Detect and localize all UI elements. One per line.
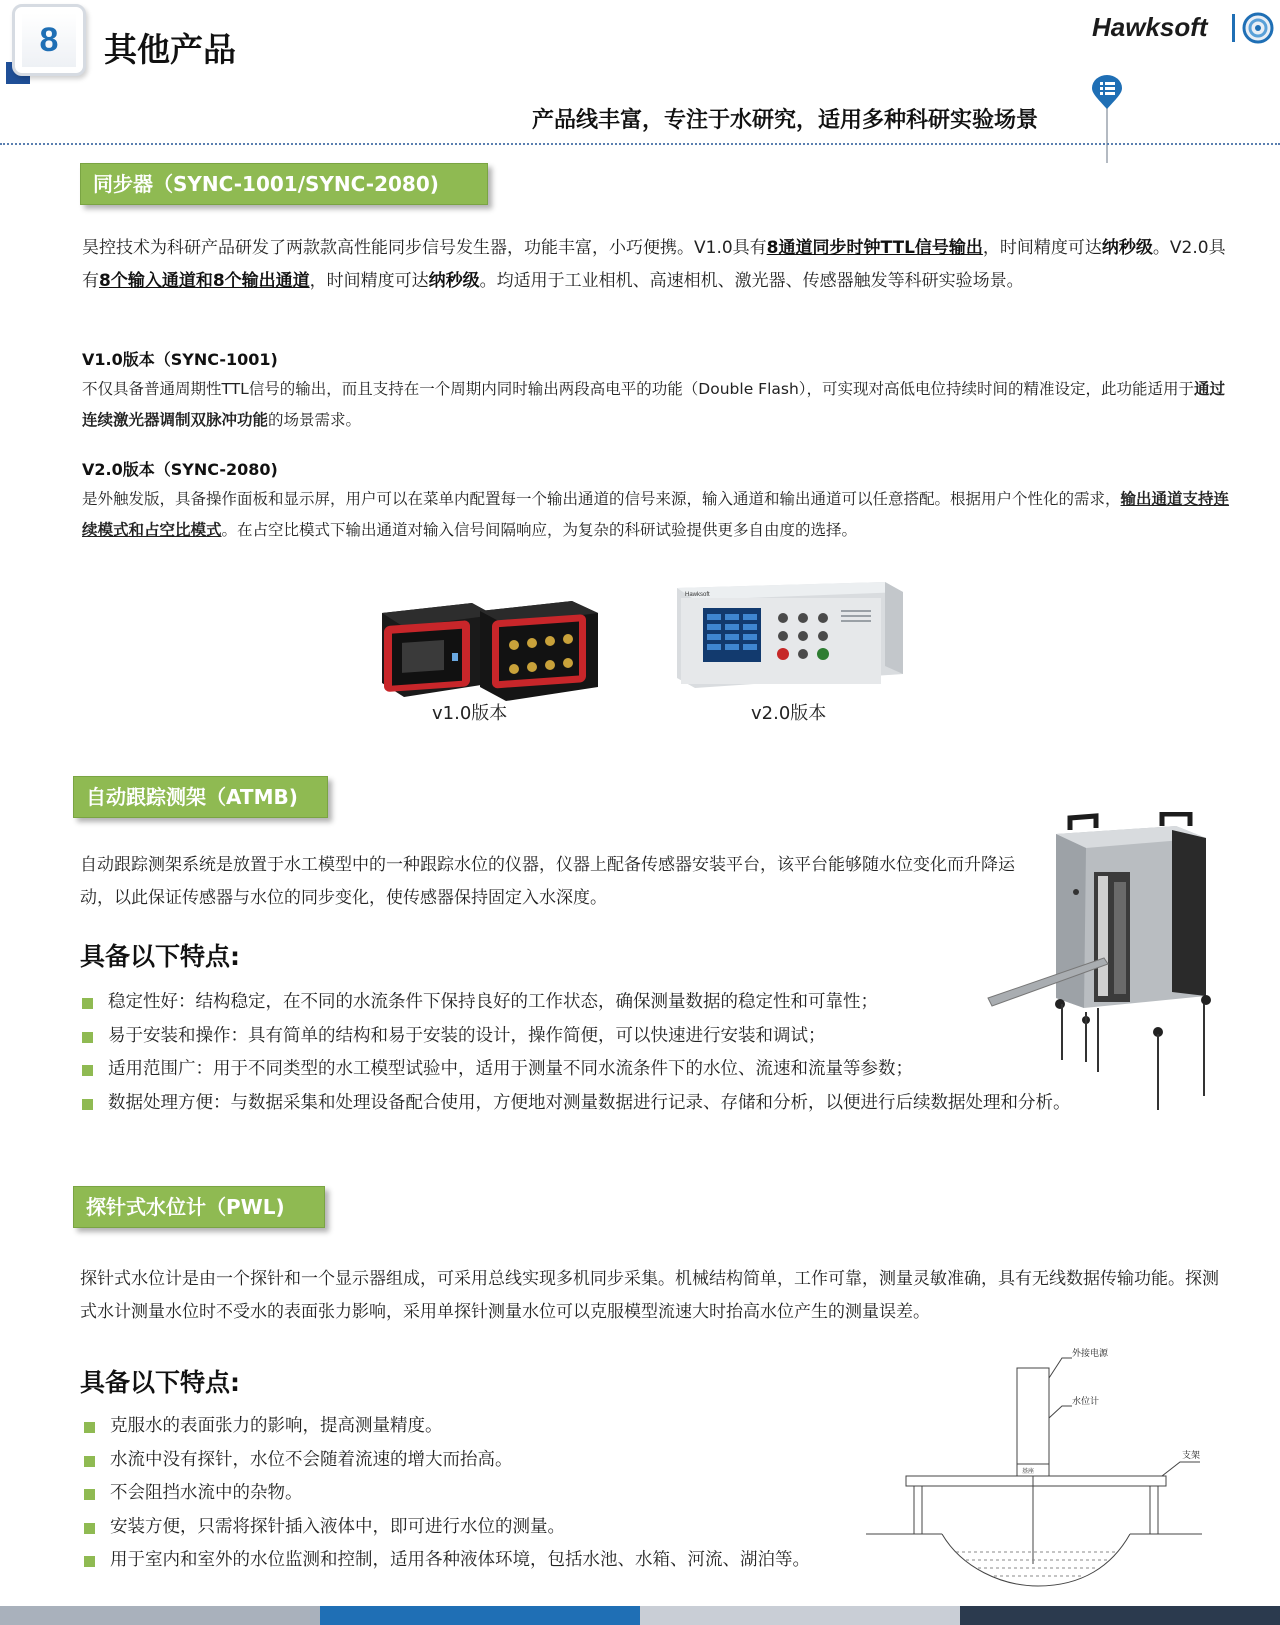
section-number: 8 xyxy=(22,13,76,67)
pwl-feature-list xyxy=(82,1410,810,1578)
bullet-square-icon xyxy=(82,1065,93,1076)
atmb-features-heading: 具备以下特点: xyxy=(80,942,240,971)
bullet-square-icon xyxy=(84,1422,95,1433)
atmb-device-image xyxy=(986,812,1222,1112)
section-banner-sync: 同步器（SYNC-1001/SYNC-2080) xyxy=(80,163,488,205)
bullet-square-icon xyxy=(82,998,93,1009)
sync-v2-device-image xyxy=(675,578,907,702)
list-item: 安装方便，只需将探针插入液体中，即可进行水位的测量。 xyxy=(82,1511,810,1545)
bullet-square-icon xyxy=(84,1489,95,1500)
bullet-square-icon xyxy=(82,1099,93,1110)
footer-bar-segment xyxy=(960,1606,1280,1625)
list-item: 用于室内和室外的水位监测和控制，适用各种液体环境，包括水池、水箱、河流、湖泊等。 xyxy=(82,1544,810,1578)
caption-v1: v1.0版本 xyxy=(432,703,508,724)
footer-bar-segment xyxy=(320,1606,640,1625)
brand-logo-icon xyxy=(1242,10,1274,46)
page-title: 其他产品 xyxy=(104,30,236,69)
page-subtitle: 产品线丰富，专注于水研究，适用多种科研实验场景 xyxy=(532,108,1039,133)
pwl-intro: 探针式水位计是由一个探针和一个显示器组成，可采用总线实现多机同步采集。机械结构简单，工作可靠，测量灵敏准确，具有无线数据传输功能。探测式水计测量水位时不受水的表面张力影响，采用单探针测量水位可以克服模型流速大时抬高水位产生的测量误差。 xyxy=(80,1269,1219,1322)
v2-heading: V2.0版本（SYNC-2080) xyxy=(82,460,278,479)
footer-bar-segment xyxy=(640,1606,960,1625)
diagram-label-stand: 支架 xyxy=(1182,1451,1201,1461)
brand-name: Hawksoft xyxy=(1092,12,1208,42)
atmb-feature-list xyxy=(80,986,1071,1120)
diagram-label-base: 基座 xyxy=(1022,1468,1035,1475)
pwl-features-heading: 具备以下特点: xyxy=(80,1368,240,1397)
v1-heading: V1.0版本（SYNC-1001) xyxy=(82,350,278,369)
footer-bar-segment xyxy=(0,1606,320,1625)
list-item: 水流中没有探针，水位不会随着流速的增大而抬高。 xyxy=(82,1444,810,1478)
list-item: 稳定性好：结构稳定，在不同的水流条件下保持良好的工作状态，确保测量数据的稳定性和可靠性； xyxy=(80,986,1071,1020)
section-banner-pwl: 探针式水位计（PWL) xyxy=(73,1186,325,1228)
bullet-square-icon xyxy=(84,1556,95,1567)
list-item: 数据处理方便：与数据采集和处理设备配合使用，方便地对测量数据进行记录、存储和分析，以便进行后续数据处理和分析。 xyxy=(80,1087,1071,1121)
list-item: 易于安装和操作：具有简单的结构和易于安装的设计，操作简便，可以快速进行安装和调试； xyxy=(80,1020,1071,1054)
pwl-schematic-diagram xyxy=(862,1338,1212,1590)
sync-highlight: 8个输入通道和8个输出通道 xyxy=(99,271,310,291)
brand-divider xyxy=(1232,14,1235,42)
sync-intro: 昊控技术为科研产品研发了两款款高性能同步信号发生器，功能丰富，小巧便携。V1.0具有8通道同步时钟TTL信号输出，时间精度可达纳秒级。V2.0具有8个输入通道和8个输出通道，时间精度可达纳秒级。均适用于工业相机、高速相机、激光器、传感器触发等科研实验场景。 xyxy=(82,238,1226,291)
sync-v1-device-image xyxy=(372,583,600,711)
diagram-label-meter: 水位计 xyxy=(1072,1397,1100,1407)
diagram-label-cable: 外接电源 xyxy=(1072,1349,1109,1359)
caption-v2: v2.0版本 xyxy=(751,703,827,724)
atmb-intro: 自动跟踪测架系统是放置于水工模型中的一种跟踪水位的仪器，仪器上配备传感器安装平台，该平台能够随水位变化而升降运动，以此保证传感器与水位的同步变化，使传感器保持固定入水深度。 xyxy=(80,855,1015,908)
bullet-square-icon xyxy=(84,1456,95,1467)
list-pin-icon xyxy=(1090,75,1124,165)
bullet-square-icon xyxy=(82,1032,93,1043)
list-item: 不会阻挡水流中的杂物。 xyxy=(82,1477,810,1511)
v1-description: 不仅具备普通周期性TTL信号的输出，而且支持在一个周期内同时输出两段高电平的功能（Double Flash），可实现对高低电位持续时间的精准设定，此功能适用于通过连续激光器调制双脉冲功能的场景需求。 xyxy=(82,380,1226,429)
sync-highlight: 8通道同步时钟TTL信号输出 xyxy=(766,238,983,258)
v2-description: 是外触发版，具备操作面板和显示屏，用户可以在菜单内配置每一个输出通道的信号来源，输入通道和输出通道可以任意搭配。根据用户个性化的需求，输出通道支持连续模式和占空比模式。在占空比模式下输出通道对输入信号间隔响应，为复杂的科研试验提供更多自由度的选择。 xyxy=(82,490,1230,539)
list-item: 适用范围广：用于不同类型的水工模型试验中，适用于测量不同水流条件下的水位、流速和流量等参数； xyxy=(80,1053,1071,1087)
section-banner-atmb: 自动跟踪测架（ATMB) xyxy=(73,776,328,818)
list-item: 克服水的表面张力的影响，提高测量精度。 xyxy=(82,1410,810,1444)
header-divider xyxy=(0,143,1280,145)
device-brand-label: Hawksoft xyxy=(685,592,710,598)
bullet-square-icon xyxy=(84,1523,95,1534)
